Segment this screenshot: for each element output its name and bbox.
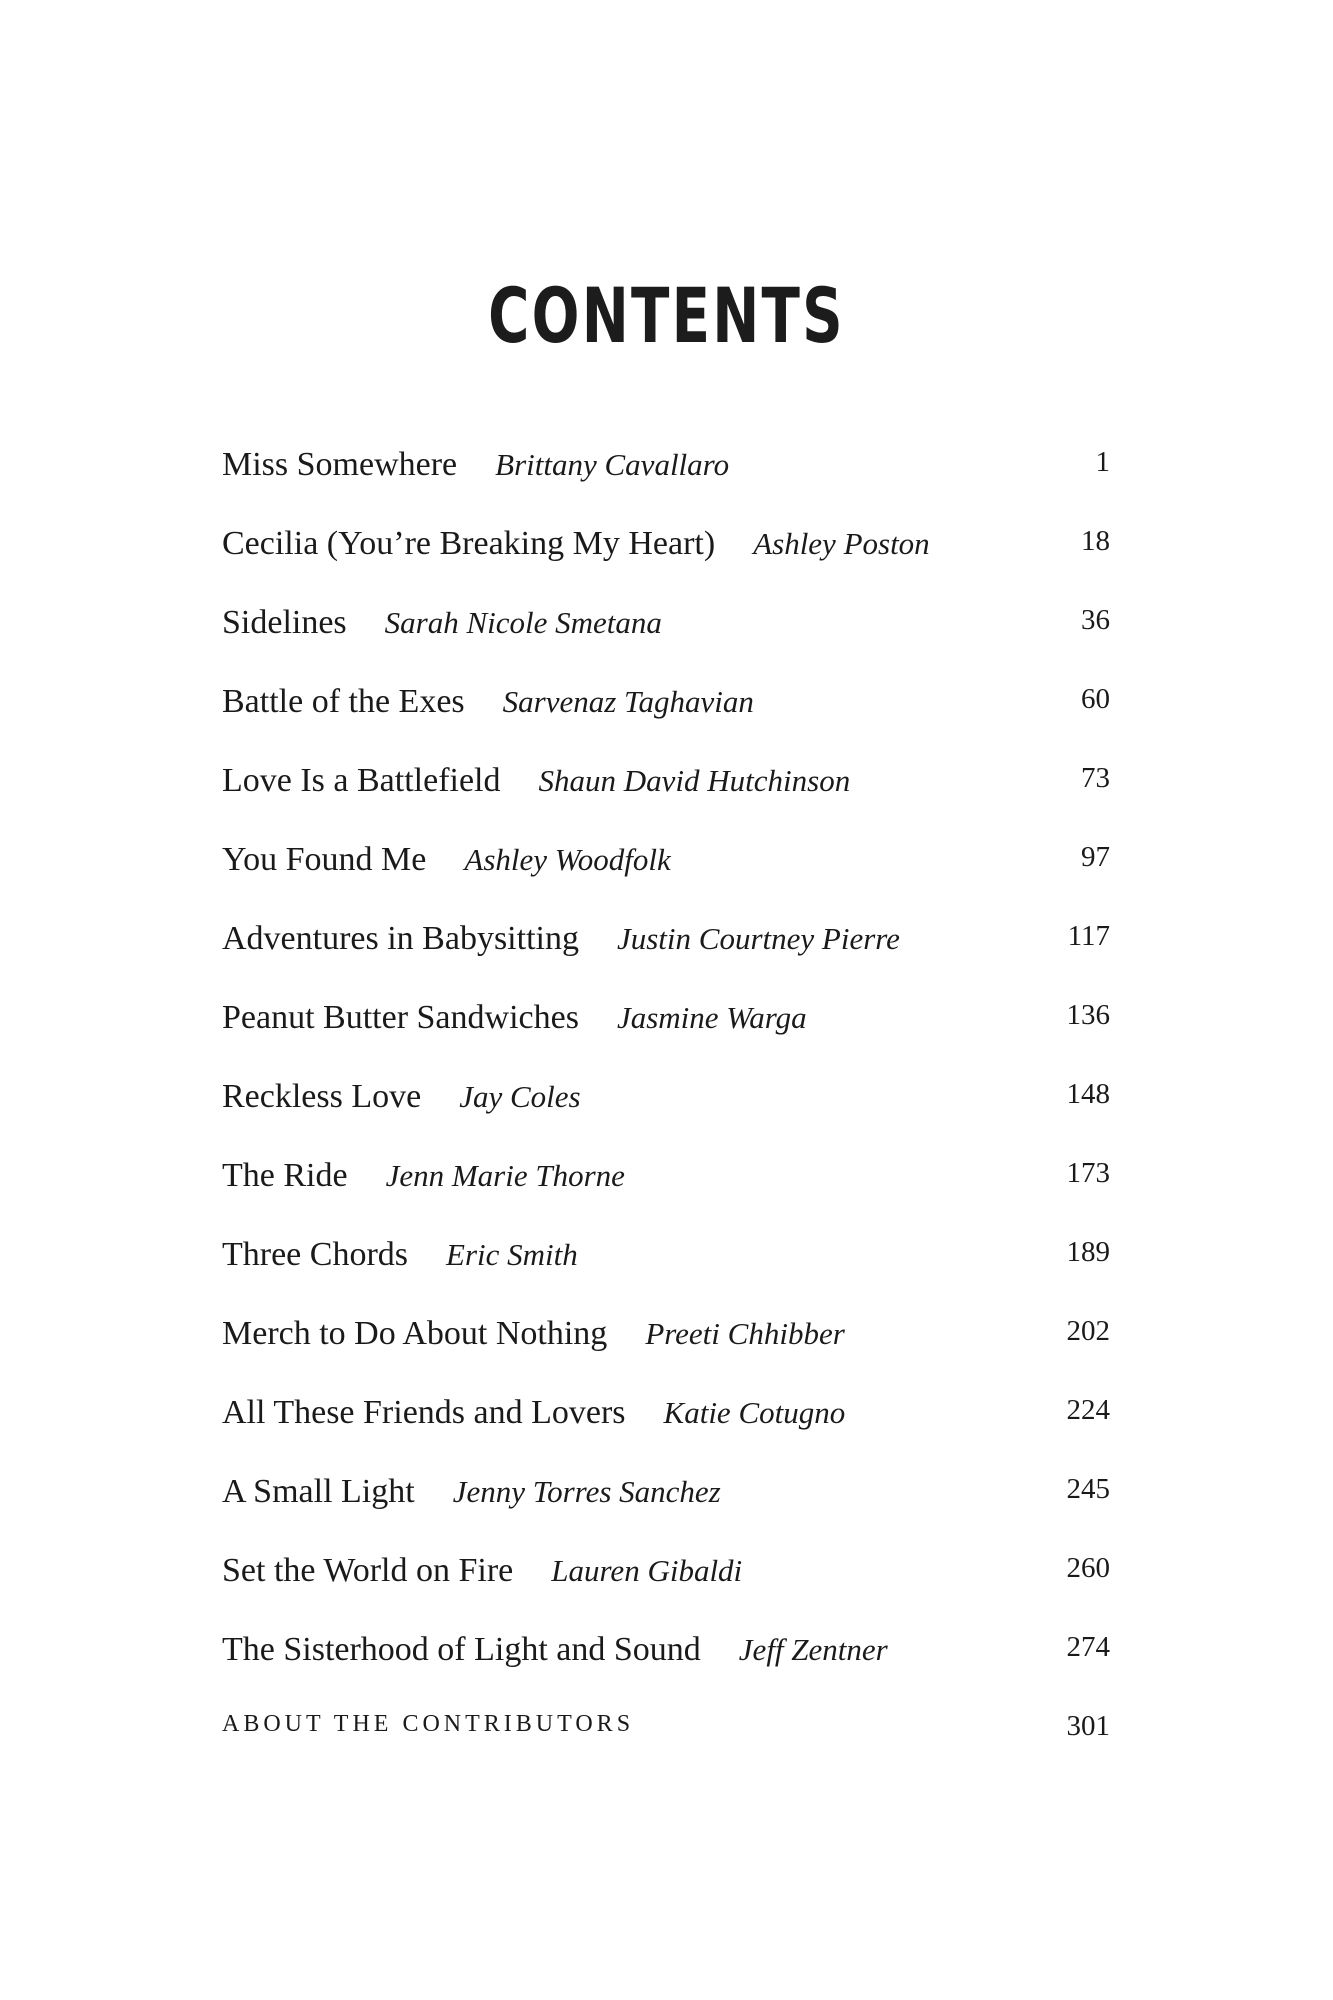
story-author: Katie Cotugno	[663, 1395, 846, 1430]
story-author: Shaun David Hutchinson	[538, 763, 851, 798]
story-author: Jenn Marie Thorne	[385, 1158, 625, 1193]
story-author: Jeff Zentner	[738, 1632, 888, 1667]
story-author: Jasmine Warga	[616, 1000, 807, 1035]
page-number: 97	[1081, 841, 1110, 873]
story-title: Reckless Love	[222, 1078, 422, 1115]
page-number: 60	[1081, 683, 1110, 715]
page-number: 274	[1066, 1631, 1110, 1663]
page-number: 202	[1066, 1315, 1110, 1347]
story-author: Ashley Poston	[753, 526, 930, 561]
story-title: All These Friends and Lovers	[222, 1394, 626, 1431]
page-number: 148	[1066, 1078, 1110, 1110]
toc-entry	[222, 1554, 1110, 1633]
toc-entry	[222, 685, 1110, 764]
toc-entry	[222, 448, 1110, 527]
toc-entry	[222, 764, 1110, 843]
toc-entry-back-matter	[222, 1712, 1110, 1791]
story-title: Miss Somewhere	[222, 446, 458, 483]
story-author: Ashley Woodfolk	[464, 842, 671, 877]
story-title: Cecilia (You’re Breaking My Heart)	[222, 525, 716, 562]
page-number: 136	[1066, 999, 1110, 1031]
story-title: Love Is a Battlefield	[222, 762, 501, 799]
page-number: 18	[1081, 525, 1110, 557]
story-title: The Ride	[222, 1157, 348, 1194]
page-number: 1	[1095, 446, 1110, 478]
story-title: Peanut Butter Sandwiches	[222, 999, 579, 1036]
story-author: Jenny Torres Sanchez	[452, 1474, 721, 1509]
page-number: 224	[1066, 1394, 1110, 1426]
story-title: Three Chords	[222, 1236, 409, 1273]
story-title: A Small Light	[222, 1473, 415, 1510]
story-author: Eric Smith	[446, 1237, 578, 1272]
toc-entry	[222, 527, 1110, 606]
page-number: 301	[1066, 1710, 1110, 1742]
page-number: 245	[1066, 1473, 1110, 1505]
toc-entry	[222, 606, 1110, 685]
story-author: Brittany Cavallaro	[495, 447, 730, 482]
table-of-contents	[222, 448, 1110, 1791]
story-author: Lauren Gibaldi	[551, 1553, 743, 1588]
story-author: Preeti Chhibber	[645, 1316, 845, 1351]
story-title: Set the World on Fire	[222, 1552, 514, 1589]
toc-entry	[222, 1238, 1110, 1317]
page-number: 189	[1066, 1236, 1110, 1268]
page-number: 173	[1066, 1157, 1110, 1189]
page-number: 260	[1066, 1552, 1110, 1584]
section-title: ABOUT THE CONTRIBUTORS	[222, 1711, 635, 1737]
page-number: 73	[1081, 762, 1110, 794]
toc-entry	[222, 843, 1110, 922]
toc-entry	[222, 1317, 1110, 1396]
story-title: Adventures in Babysitting	[222, 920, 579, 957]
toc-entry	[222, 1080, 1110, 1159]
toc-entry	[222, 1633, 1110, 1712]
page-number: 36	[1081, 604, 1110, 636]
toc-entry	[222, 1001, 1110, 1080]
toc-entry	[222, 1475, 1110, 1554]
story-title: Merch to Do About Nothing	[222, 1315, 608, 1352]
toc-entry	[222, 1396, 1110, 1475]
story-title: Battle of the Exes	[222, 683, 465, 720]
story-author: Jay Coles	[459, 1079, 581, 1114]
story-title: You Found Me	[222, 841, 427, 878]
story-author: Sarah Nicole Smetana	[384, 605, 662, 640]
story-author: Sarvenaz Taghavian	[502, 684, 754, 719]
story-author: Justin Courtney Pierre	[616, 921, 900, 956]
toc-entry	[222, 922, 1110, 1001]
toc-entry	[222, 1159, 1110, 1238]
page-number: 117	[1067, 920, 1110, 952]
page-title: CONTENTS	[488, 271, 845, 360]
story-title: Sidelines	[222, 604, 347, 641]
story-title: The Sisterhood of Light and Sound	[222, 1631, 701, 1668]
